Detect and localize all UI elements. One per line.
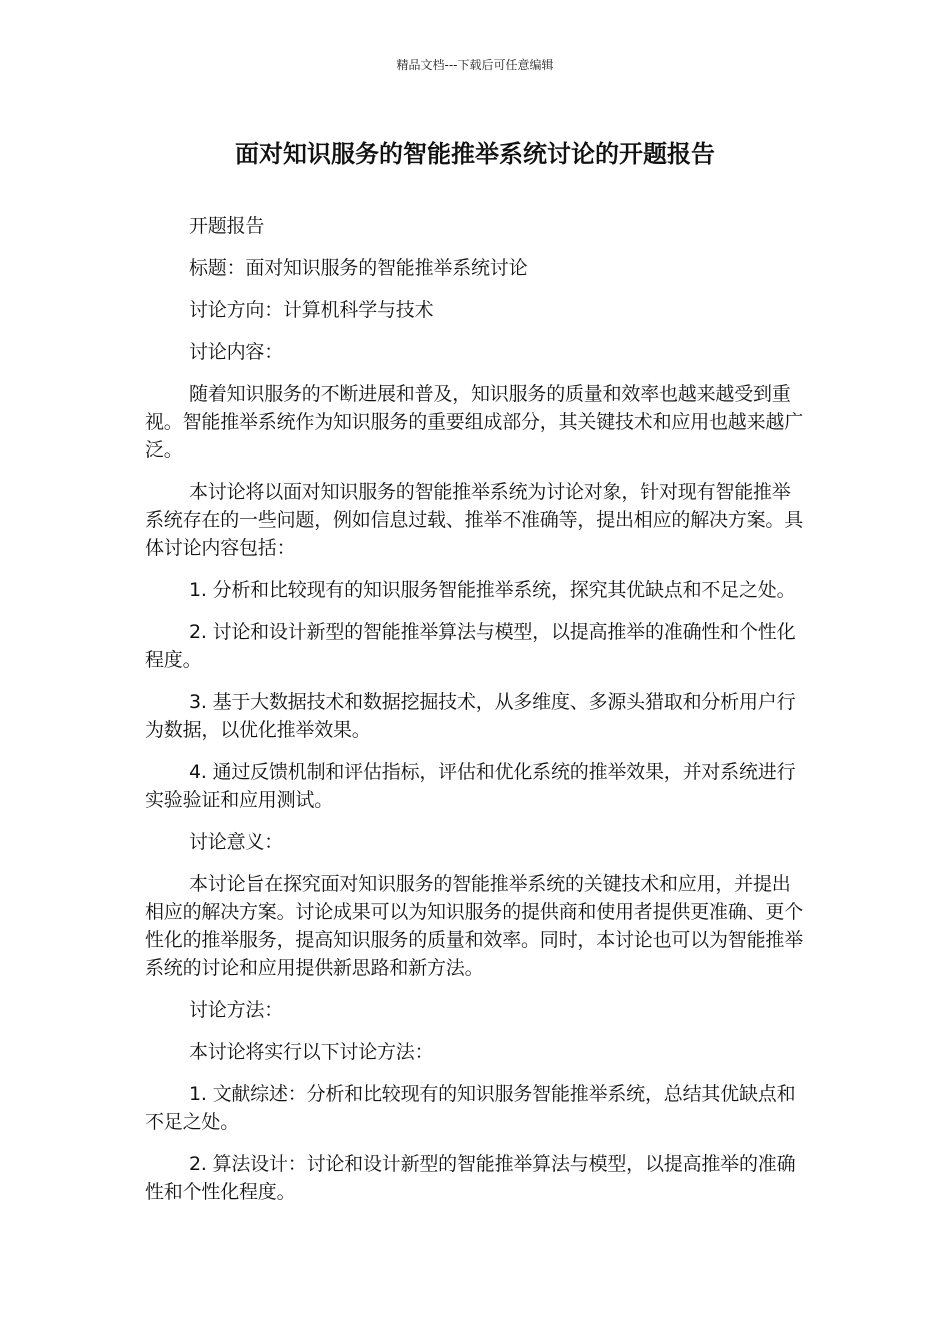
list-item-content-2: 2. 讨论和设计新型的智能推举算法与模型，以提高推举的准确性和个性化程度。: [145, 621, 796, 671]
paragraph-report-label: 开题报告: [189, 215, 265, 237]
paragraph-methods-heading: 讨论方法：: [189, 999, 284, 1021]
paragraph-background: 随着知识服务的不断进展和普及，知识服务的质量和效率也越来越受到重视。智能推举系统作为知识服务的重要组成部分，其关键技术和应用也越来越广泛。: [145, 383, 804, 461]
document-body: [145, 212, 805, 1220]
paragraph-title-line: 标题：面对知识服务的智能推举系统讨论: [189, 257, 528, 279]
list-item-method-1: 1. 文献综述：分析和比较现有的知识服务智能推举系统，总结其优缺点和不足之处。: [145, 1083, 796, 1133]
header-note: 精品文档---下载后可任意编辑: [396, 58, 554, 72]
document-title: 面对知识服务的智能推举系统讨论的开题报告: [235, 140, 715, 168]
list-item-content-3: 3. 基于大数据技术和数据挖掘技术，从多维度、多源头猎取和分析用户行为数据，以优化推举效果。: [145, 691, 796, 741]
list-item-method-2: 2. 算法设计：讨论和设计新型的智能推举算法与模型，以提高推举的准确性和个性化程度。: [145, 1153, 796, 1203]
paragraph-content-heading: 讨论内容：: [189, 341, 284, 363]
paragraph-significance: 本讨论旨在探究面对知识服务的智能推举系统的关键技术和应用，并提出相应的解决方案。讨论成果可以为知识服务的提供商和使用者提供更准确、更个性化的推举服务，提高知识服务的质量和效率。同时，本讨论也可以为智能推举系统的讨论和应用提供新思路和新方法。: [145, 873, 804, 979]
list-item-content-4: 4. 通过反馈机制和评估指标，评估和优化系统的推举效果，并对系统进行实验验证和应用测试。: [145, 761, 796, 811]
paragraph-methods-intro: 本讨论将实行以下讨论方法：: [189, 1041, 434, 1063]
list-item-content-1: 1. 分析和比较现有的知识服务智能推举系统，探究其优缺点和不足之处。: [189, 579, 796, 601]
paragraph-scope: 本讨论将以面对知识服务的智能推举系统为讨论对象，针对现有智能推举系统存在的一些问题，例如信息过载、推举不准确等，提出相应的解决方案。具体讨论内容包括：: [145, 481, 804, 559]
paragraph-research-direction: 讨论方向：计算机科学与技术: [189, 299, 434, 321]
paragraph-significance-heading: 讨论意义：: [189, 831, 284, 853]
